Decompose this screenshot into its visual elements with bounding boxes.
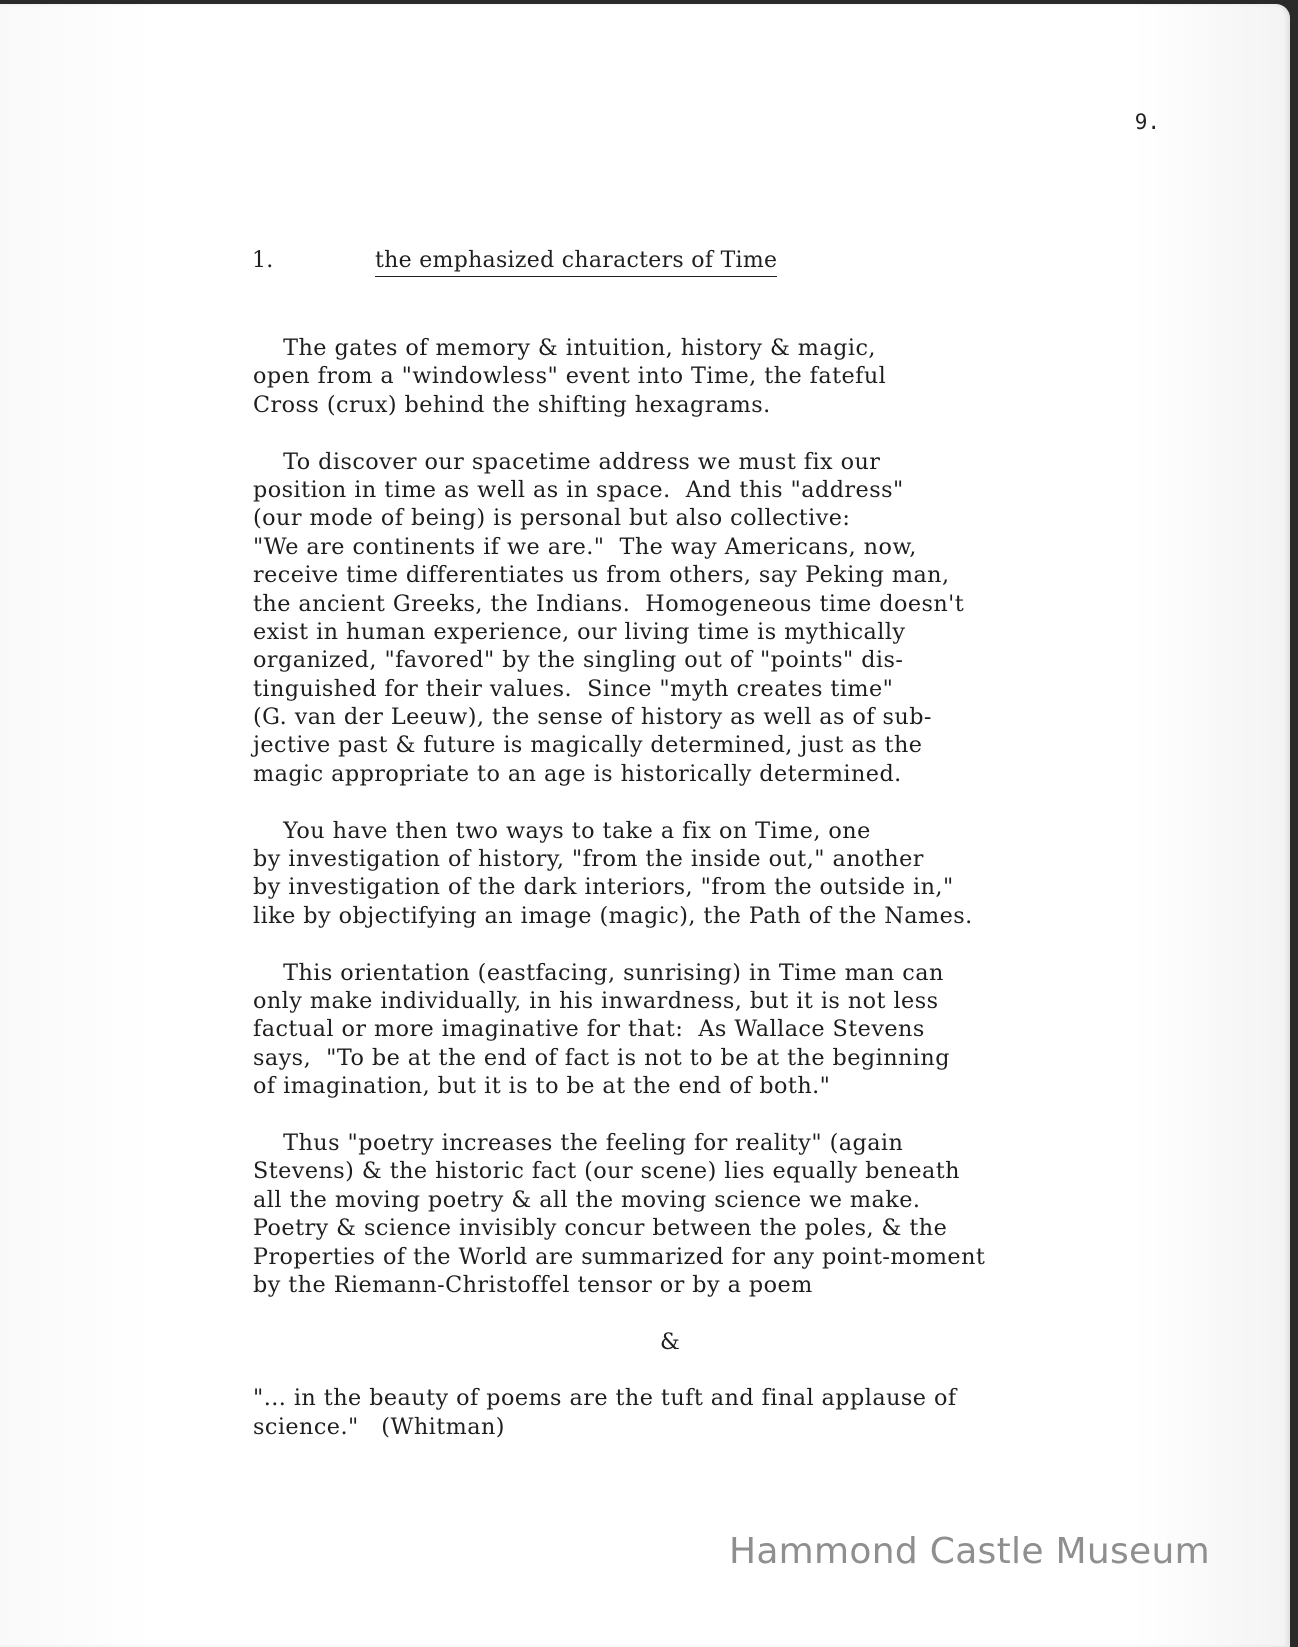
text-line: &	[660, 1328, 681, 1355]
ampersand-separator	[253, 1328, 1193, 1356]
text-line: receive time differentiates us from others, say Peking man,	[253, 562, 950, 589]
document-page	[0, 4, 1290, 1647]
text-line: Stevens) & the historic fact (our scene) lies equally beneath	[253, 1158, 960, 1185]
section-number: 1.	[252, 248, 274, 273]
text-line: Thus "poetry increases the feeling for reality" (again	[253, 1129, 904, 1156]
text-line: by the Riemann-Christoffel tensor or by a poem	[253, 1271, 813, 1298]
paragraph-2	[253, 448, 1193, 789]
text-line: all the moving poetry & all the moving science we make.	[253, 1186, 921, 1213]
paragraph-4	[253, 959, 1193, 1101]
text-line: position in time as well as in space. And this "address"	[253, 476, 904, 503]
text-line: by investigation of the dark interiors, "from the outside in,"	[253, 874, 954, 901]
page-number: 9.	[1134, 110, 1160, 134]
text-line: jective past & future is magically determined, just as the	[253, 732, 923, 759]
section-title: the emphasized characters of Time	[375, 248, 777, 277]
text-line: Cross (crux) behind the shifting hexagrams.	[253, 391, 771, 418]
watermark: Hammond Castle Museum	[728, 1531, 1210, 1572]
paragraph-3	[253, 817, 1193, 931]
text-line: the ancient Greeks, the Indians. Homogeneous time doesn't	[253, 590, 965, 617]
text-line: exist in human experience, our living time is mythically	[253, 618, 906, 645]
text-line: (our mode of being) is personal but also collective:	[253, 505, 851, 532]
text-line: Poetry & science invisibly concur between the poles, & the	[253, 1215, 948, 1242]
paragraph-quote	[253, 1384, 1193, 1441]
text-line: of imagination, but it is to be at the end of both."	[253, 1073, 831, 1100]
text-line: open from a "windowless" event into Time, the fateful	[253, 363, 887, 390]
text-line: "... in the beauty of poems are the tuft and final applause of	[253, 1385, 957, 1412]
text-line: To discover our spacetime address we must fix our	[253, 448, 881, 475]
text-line: This orientation (eastfacing, sunrising) in Time man can	[253, 959, 944, 986]
text-line: magic appropriate to an age is historically determined.	[253, 760, 902, 787]
section-heading	[252, 248, 1052, 277]
text-line: factual or more imaginative for that: As Wallace Stevens	[253, 1016, 925, 1043]
text-line: The gates of memory & intuition, history & magic,	[253, 335, 876, 361]
text-line: (G. van der Leeuw), the sense of history as well as of sub-	[253, 704, 932, 731]
text-line: "We are continents if we are." The way Americans, now,	[253, 533, 917, 560]
text-line: says, "To be at the end of fact is not to be at the beginning	[253, 1044, 950, 1071]
text-line: tinguished for their values. Since "myth creates time"	[253, 675, 894, 702]
text-line: organized, "favored" by the singling out of "points" dis-	[253, 647, 904, 674]
paragraph-1	[253, 334, 1193, 419]
paragraph-5	[253, 1129, 1193, 1299]
text-line: like by objectifying an image (magic), the Path of the Names.	[253, 902, 973, 929]
text-line: science." (Whitman)	[253, 1413, 505, 1440]
text-line: You have then two ways to take a fix on Time, one	[253, 817, 871, 844]
text-line: only make individually, in his inwardness, but it is not less	[253, 987, 939, 1014]
text-line: Properties of the World are summarized for any point-moment	[253, 1243, 986, 1270]
text-line: by investigation of history, "from the inside out," another	[253, 846, 924, 873]
body-text	[253, 334, 1193, 1470]
